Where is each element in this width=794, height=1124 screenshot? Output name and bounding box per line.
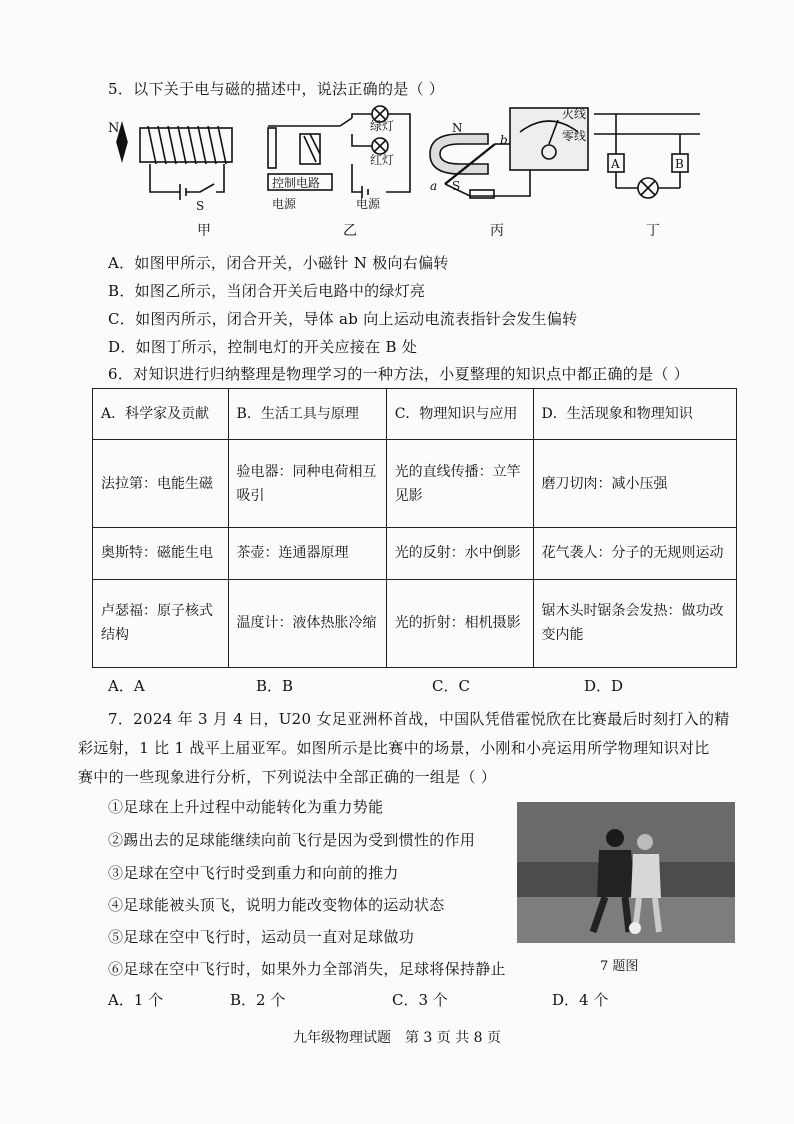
- ding-a-label: A: [611, 157, 620, 171]
- player2-body: [631, 854, 661, 898]
- table-cell: 验电器：同种电荷相互吸引: [228, 440, 386, 528]
- table-header: D．生活现象和物理知识: [533, 389, 736, 440]
- q7-option-c: C．3 个: [392, 991, 448, 1009]
- q5-option-b: B．如图乙所示，当闭合开关后电路中的绿灯亮: [108, 282, 426, 300]
- table-header: A．科学家及贡献: [93, 389, 229, 440]
- bing-b-label: b: [500, 133, 508, 147]
- q7-option-a: A．1 个: [108, 991, 164, 1009]
- page-footer: 九年级物理试题 第 3 页 共 8 页: [292, 1030, 502, 1046]
- figure-bing: [430, 108, 588, 198]
- photo-caption: 7 题图: [600, 959, 639, 974]
- table-cell: 磨刀切肉：减小压强: [533, 440, 736, 528]
- figure-yi: [268, 106, 410, 211]
- table-cell: 锯木头时锯条会发热：做功改变内能: [533, 579, 736, 667]
- q7-statement: ⑤足球在空中飞行时，运动员一直对足球做功: [108, 928, 415, 946]
- table-cell: 光的折射：相机摄影: [386, 579, 533, 667]
- q6-stem: 6．对知识进行归纳整理是物理学习的一种方法，小夏整理的知识点中都正确的是（ ）: [108, 365, 690, 383]
- table-cell: 茶壶：连通器原理: [228, 528, 386, 579]
- player2-head: [637, 834, 653, 850]
- q6-option-b: B．B: [256, 677, 294, 695]
- table-cell: 光的反射：水中倒影: [386, 528, 533, 579]
- q6-option-d: D．D: [584, 677, 624, 695]
- bing-n-label: N: [452, 121, 463, 135]
- table-cell: 温度计：液体热胀冷缩: [228, 579, 386, 667]
- q7-statement: ④足球能被头顶飞，说明力能改变物体的运动状态: [108, 896, 445, 914]
- figure-jia: [108, 121, 232, 213]
- caption-ding: 丁: [646, 223, 660, 239]
- ding-live-label: 火线: [562, 107, 587, 121]
- q5-option-c: C．如图丙所示，闭合开关，导体 ab 向上运动电流表指针会发生偏转: [108, 310, 578, 328]
- bing-s-label: S: [452, 179, 461, 193]
- table-cell: 光的直线传播：立竿见影: [386, 440, 533, 528]
- bing-a-label: a: [430, 179, 438, 193]
- q7-statement: ②踢出去的足球能继续向前飞行是因为受到惯性的作用: [108, 831, 476, 849]
- table-row: [93, 528, 737, 579]
- caption-bing: 丙: [490, 223, 504, 239]
- table-header: C．物理知识与应用: [386, 389, 533, 440]
- knowledge-table: [92, 388, 737, 668]
- q7-statement: ①足球在上升过程中动能转化为重力势能: [108, 798, 384, 816]
- soccer-photo: [517, 802, 735, 943]
- yi-source2-label: 电源: [356, 197, 381, 211]
- table-cell: 法拉第：电能生磁: [93, 440, 229, 528]
- q7-stem-line2: 彩远射，1 比 1 战平上届亚军。如图所示是比赛中的场景，小刚和小亮运用所学物理知识对比: [78, 739, 710, 757]
- soccer-ball-icon: [629, 922, 641, 934]
- table-cell: 卢瑟福：原子核式结构: [93, 579, 229, 667]
- caption-jia: 甲: [197, 223, 211, 239]
- table-cell: 花气袭人：分子的无规则运动: [533, 528, 736, 579]
- q6-option-c: C．C: [432, 677, 470, 695]
- table-row: [93, 440, 737, 528]
- yi-red-label: 红灯: [370, 153, 395, 167]
- yi-control-label: 控制电路: [272, 176, 321, 190]
- jia-s-label: S: [196, 199, 205, 213]
- q7-option-d: D．4 个: [552, 991, 609, 1009]
- player1-body: [597, 850, 635, 897]
- table-header-row: [93, 389, 737, 440]
- yi-source1-label: 电源: [272, 197, 297, 211]
- q7-statement: ⑥足球在空中飞行时，如果外力全部消失，足球将保持静止: [108, 960, 506, 978]
- horseshoe-magnet-icon: [430, 134, 488, 174]
- table-cell: 奥斯特：磁能生电: [93, 528, 229, 579]
- q5-option-d: D．如图丁所示，控制电灯的开关应接在 B 处: [108, 338, 418, 356]
- q7-option-b: B．2 个: [230, 991, 286, 1009]
- player1-head: [606, 829, 624, 847]
- q6-option-a: A．A: [108, 677, 145, 695]
- table-header: B．生活工具与原理: [228, 389, 386, 440]
- caption-yi: 乙: [343, 223, 357, 239]
- ding-b-label: B: [675, 157, 684, 171]
- q5-figures: [100, 104, 710, 216]
- table-row: [93, 579, 737, 667]
- q5-option-a: A．如图甲所示，闭合开关，小磁针 N 极向右偏转: [108, 254, 449, 272]
- jia-n-label: N: [108, 121, 120, 136]
- q7-stem-line1: 7．2024 年 3 月 4 日，U20 女足亚洲杯首战，中国队凭借霍悦欣在比赛最后时刻打入的精: [108, 710, 730, 728]
- yi-green-label: 绿灯: [370, 119, 395, 133]
- q5-stem: 5．以下关于电与磁的描述中，说法正确的是（ ）: [108, 80, 445, 98]
- q7-stem-line3: 赛中的一些现象进行分析，下列说法中全部正确的一组是（ ）: [78, 768, 497, 786]
- q7-statement: ③足球在空中飞行时受到重力和向前的推力: [108, 864, 399, 882]
- coil-windings-icon: [148, 126, 226, 164]
- ding-neutral-label: 零线: [562, 129, 587, 143]
